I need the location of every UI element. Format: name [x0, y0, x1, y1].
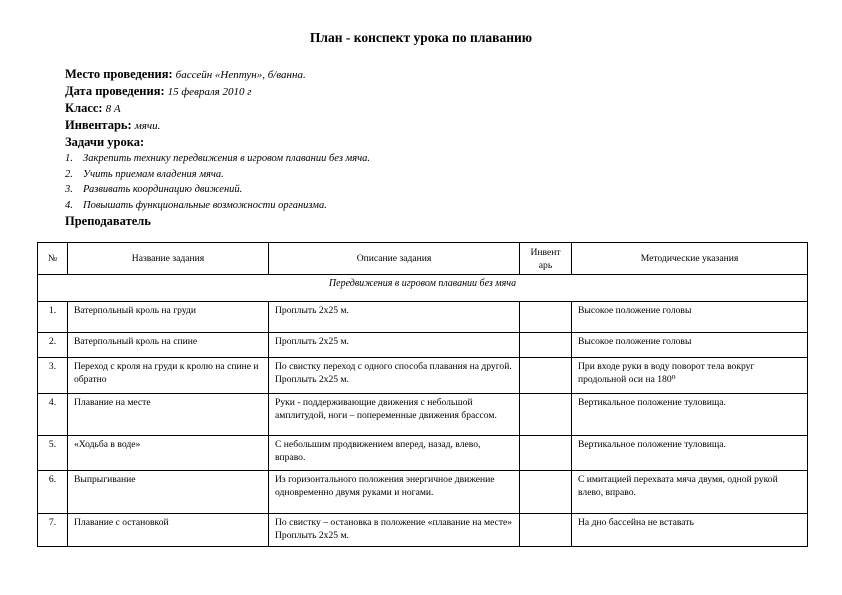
exercise-inventory [520, 394, 572, 436]
table-row [38, 514, 808, 547]
row-number: 6. [38, 471, 68, 514]
exercise-inventory [520, 302, 572, 333]
list-item: 3. Развивать координацию движений. [65, 184, 243, 195]
exercise-inventory [520, 436, 572, 471]
exercise-description: По свистку переход с одного способа плавания на другой. Проплыть 2х25 м. [269, 358, 520, 394]
class-row [65, 100, 370, 117]
exercise-description: Руки - поддерживающие движения с небольшой амплитудой, ноги – попеременные движения брассом. [269, 394, 520, 436]
table-row [38, 471, 808, 514]
inventory-value: мячи. [134, 120, 161, 132]
teacher-label: Преподаватель [65, 214, 151, 228]
col-header-notes: Методические указания [572, 243, 808, 275]
list-item: 1. Закрепить технику передвижения в игровом плавании без мяча. [65, 153, 371, 164]
exercise-notes: Вертикальное положение туловища. [572, 436, 808, 471]
tasks-row [65, 134, 370, 151]
exercise-name: Ватерпольный кроль на спине [68, 333, 269, 358]
table-row [38, 394, 808, 436]
teacher-row [65, 213, 370, 230]
row-number: 4. [38, 394, 68, 436]
exercise-description: Проплыть 2х25 м. [269, 333, 520, 358]
row-number: 7. [38, 514, 68, 547]
exercise-name: Ватерпольный кроль на груди [68, 302, 269, 333]
inventory-label: Инвентарь: [65, 118, 132, 132]
list-item: 4. Повышать функциональные возможности организма. [65, 199, 327, 211]
exercise-name: Плавание на месте [68, 394, 269, 436]
exercise-notes: Высокое положение головы [572, 302, 808, 333]
lesson-info [65, 66, 370, 230]
exercise-inventory [520, 333, 572, 358]
tasks-list [65, 151, 370, 213]
exercise-description: По свистку – остановка в положение «плавание на месте» Проплыть 2х25 м. [269, 514, 520, 547]
exercise-name: Переход с кроля на груди к кролю на спине и обратно [68, 358, 269, 394]
exercise-description: Проплыть 2х25 м. [269, 302, 520, 333]
exercise-inventory [520, 358, 572, 394]
section-row [38, 275, 808, 302]
date-value: 15 февраля 2010 г [167, 86, 252, 98]
table-header-row [38, 243, 808, 275]
page-title: План - конспект урока по плаванию [309, 30, 533, 45]
table-row [38, 302, 808, 333]
exercise-inventory [520, 514, 572, 547]
exercise-notes: Высокое положение головы [572, 333, 808, 358]
class-label: Класс: [65, 101, 103, 115]
exercise-name: Выпрыгивание [68, 471, 269, 514]
table-row [38, 436, 808, 471]
class-value: 8 А [105, 103, 121, 115]
exercise-name: «Ходьба в воде» [68, 436, 269, 471]
place-label: Место проведения: [65, 67, 173, 81]
table-row [38, 333, 808, 358]
date-row [65, 83, 370, 100]
exercise-name: Плавание с остановкой [68, 514, 269, 547]
lesson-table [37, 242, 808, 547]
row-number: 1. [38, 302, 68, 333]
table-row [38, 358, 808, 394]
section-title: Передвижения в игровом плавании без мяча [38, 275, 808, 302]
col-header-number: № [38, 243, 68, 275]
exercise-inventory [520, 471, 572, 514]
list-item: 2. Учить приемам владения мяча. [65, 168, 224, 180]
place-row [65, 66, 370, 83]
exercise-notes: На дно бассейна не вставать [572, 514, 808, 547]
row-number: 2. [38, 333, 68, 358]
col-header-description: Описание задания [269, 243, 520, 275]
exercise-description: Из горизонтального положения энергичное движение одновременно двумя руками и ногами. [269, 471, 520, 514]
exercise-notes: При входе руки в воду поворот тела вокруг продольной оси на 180⁰ [572, 358, 808, 394]
col-header-name: Название задания [68, 243, 269, 275]
exercise-notes: С имитацией перехвата мяча двумя, одной рукой влево, вправо. [572, 471, 808, 514]
exercise-notes: Вертикальное положение туловища. [572, 394, 808, 436]
tasks-label: Задачи урока: [65, 135, 145, 149]
row-number: 5. [38, 436, 68, 471]
col-header-inventory: Инвент арь [520, 243, 572, 275]
place-value: бассейн «Нептун», б/ванна. [175, 69, 306, 81]
row-number: 3. [38, 358, 68, 394]
date-label: Дата проведения: [65, 84, 165, 98]
inventory-row [65, 117, 370, 134]
exercise-description: С небольшим продвижением вперед, назад, влево, вправо. [269, 436, 520, 471]
